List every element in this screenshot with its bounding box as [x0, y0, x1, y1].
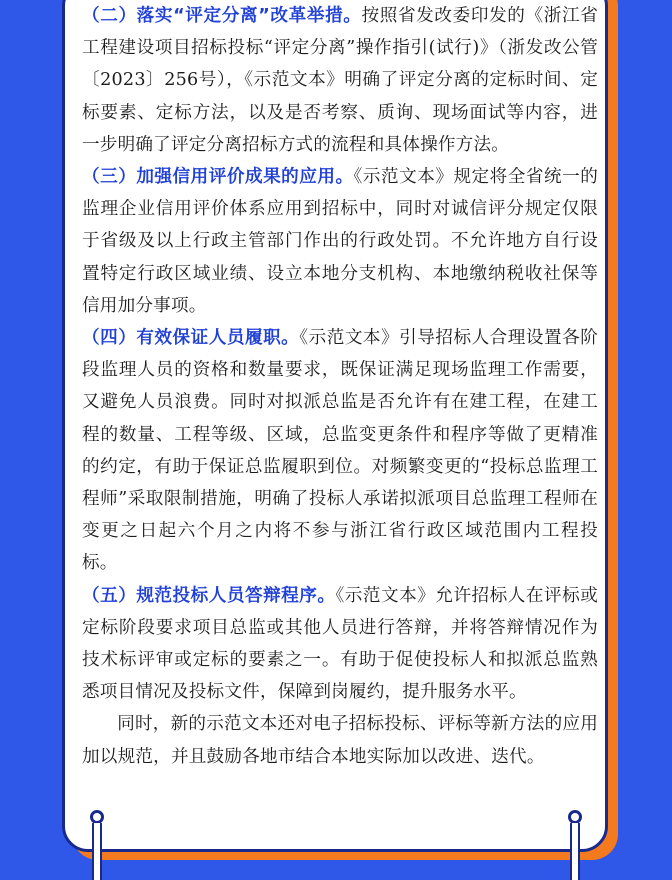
section-text: 《示范文本》允许招标人在评标或定标阶段要求项目总监或其他人员进行答辩，并将答辩情况作为技术标评审或定标的要素之一。有助于促使投标人和拟派总监熟悉项目情况及投标文件，保障到岗履约，提升服务水平。 — [82, 585, 598, 703]
section-text: 《示范文本》引导招标人合理设置各阶段监理人员的资格和数量要求，既保证满足现场监理工作需要，又避免人员浪费。同时对拟派总监是否允许有在建工程，在建工程的数量、工程等级、区域，总监变更条件和程序等做了更精准的约定，有助于保证总监履职到位。对频繁变更的“投标总监理工程师”采取限制措施，明确了投标人承诺拟派项目总监理工程师在变更之日起六个月之内将不参与浙江省行政区域范围内工程投标。 — [82, 328, 599, 574]
section-text: 《示范文本》规定将全省统一的监理企业信用评价体系应用到招标中，同时对诚信评分规定仅限于省级及以上行政主管部门作出的行政处罚。不允许地方自行设置特定行政区域业绩、设立本地分支机构、本地缴纳税收社保等信用加分事项。 — [82, 167, 598, 316]
binder-rod-right-icon — [570, 823, 580, 880]
section-3 — [82, 161, 598, 322]
section-2 — [82, 0, 598, 161]
binder-rod-left-icon — [92, 823, 102, 880]
section-heading: （五）规范投标人员答辩程序。 — [82, 585, 336, 606]
section-heading: （四）有效保证人员履职。 — [82, 328, 300, 349]
section-5 — [82, 580, 598, 709]
binder-ring-right-icon — [568, 810, 582, 824]
section-heading: （三）加强信用评价成果的应用。 — [82, 167, 354, 188]
section-text: 按照省发改委印发的《浙江省工程建设项目招标投标“评定分离”操作指引(试行)》（浙发改公管〔2023〕256号），《示范文本》明确了评定分离的定标时间、定标要素、定标方法，以及是否考察、质询、现场面试等内容，进一步明确了评定分离招标方式的流程和具体操作方法。 — [82, 6, 598, 155]
article-body — [82, 0, 598, 773]
section-heading: （二）落实“评定分离”改革举措。 — [82, 6, 362, 26]
binder-ring-left-icon — [90, 810, 104, 824]
closing-paragraph: 同时，新的示范文本还对电子招标投标、评标等新方法的应用加以规范，并且鼓励各地市结合本地实际加以改进、迭代。 — [82, 714, 598, 767]
section-4 — [82, 322, 598, 580]
